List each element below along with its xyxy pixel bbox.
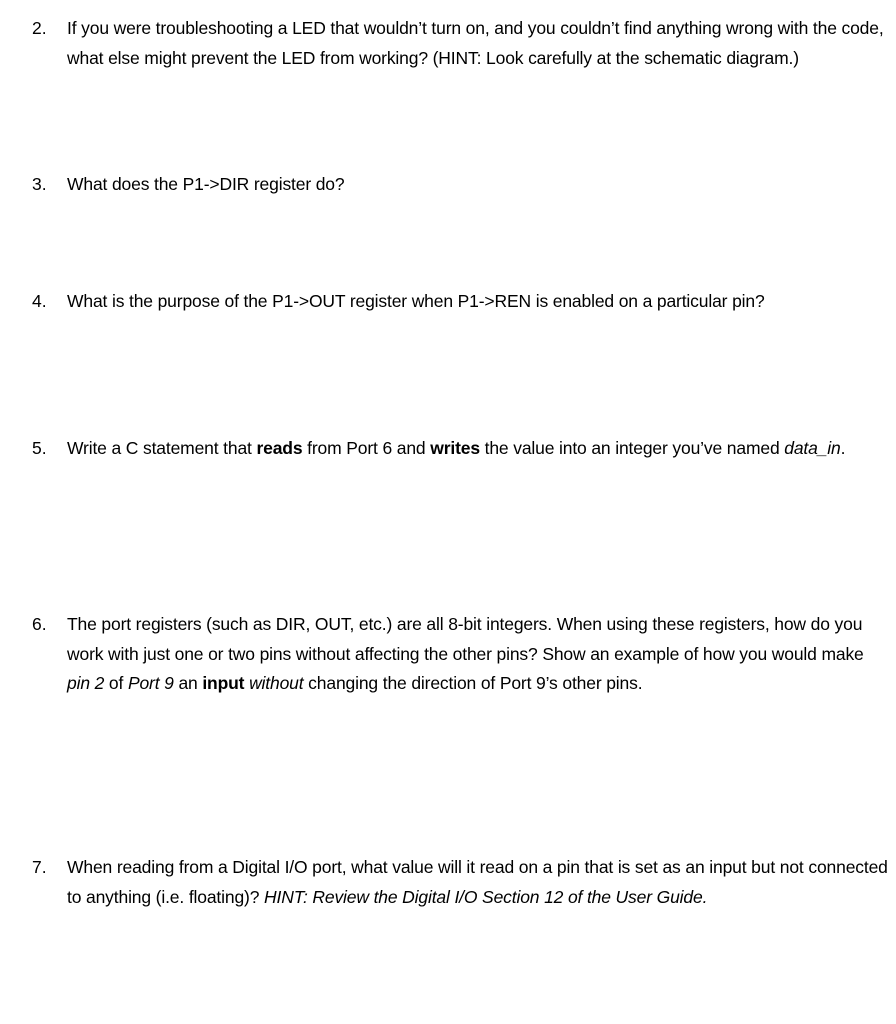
question-text-segment: What is the purpose of the P1->OUT register when P1->REN is enabled on a particular pin?: [67, 291, 765, 311]
question-number: 5.: [32, 438, 47, 458]
question-text-segment: Write a C statement that: [67, 438, 257, 458]
question-text-segment: writes: [430, 438, 480, 458]
question-text: [67, 287, 889, 317]
question-text-segment: What does the P1->DIR register do?: [67, 174, 345, 194]
question-text-segment: .: [840, 438, 846, 458]
question-text-segment: The port registers (such as DIR, OUT, etc.) are all 8-bit integers. When using these registers, how do you work with just one or two pins without affecting the other pins? Show an example of how you would make: [67, 614, 864, 664]
question-text-segment: When reading from a Digital I/O port, what value will it read on a pin that is set as an input but not connected to anything (i.e. floating)?: [67, 857, 888, 907]
question-number: 6.: [32, 614, 47, 634]
question-text: [67, 610, 889, 699]
question-number: 2.: [32, 18, 47, 38]
question-text-segment: pin 2: [67, 673, 105, 693]
question-text-segment: an: [173, 673, 203, 693]
question-text-segment: without: [249, 673, 304, 693]
question-number: 4.: [32, 291, 47, 311]
question-number: 7.: [32, 857, 47, 877]
question-text: [67, 853, 889, 912]
question-text-segment: from Port 6 and: [302, 438, 431, 458]
question-text-segment: Port 9: [127, 673, 174, 693]
question-text-segment: input: [202, 673, 245, 693]
question-number: 3.: [32, 174, 47, 194]
question-text: [67, 434, 889, 464]
question-text: [67, 14, 889, 73]
question-text-segment: the value into an integer you’ve named: [479, 438, 785, 458]
question-text: [67, 170, 889, 200]
question-text-segment: If you were troubleshooting a LED that wouldn’t turn on, and you couldn’t find anything wrong with the code, what else might prevent the LED from working? (HINT: Look carefully at the schematic diagram.): [67, 18, 884, 68]
question-text-segment: changing the direction of Port 9’s other pins.: [303, 673, 643, 693]
question-text-segment: data_in: [784, 438, 841, 458]
question-text-segment: reads: [256, 438, 303, 458]
question-text-segment: of: [104, 673, 128, 693]
question-text-segment: HINT: Review the Digital I/O Section 12 of the User Guide.: [264, 886, 708, 907]
